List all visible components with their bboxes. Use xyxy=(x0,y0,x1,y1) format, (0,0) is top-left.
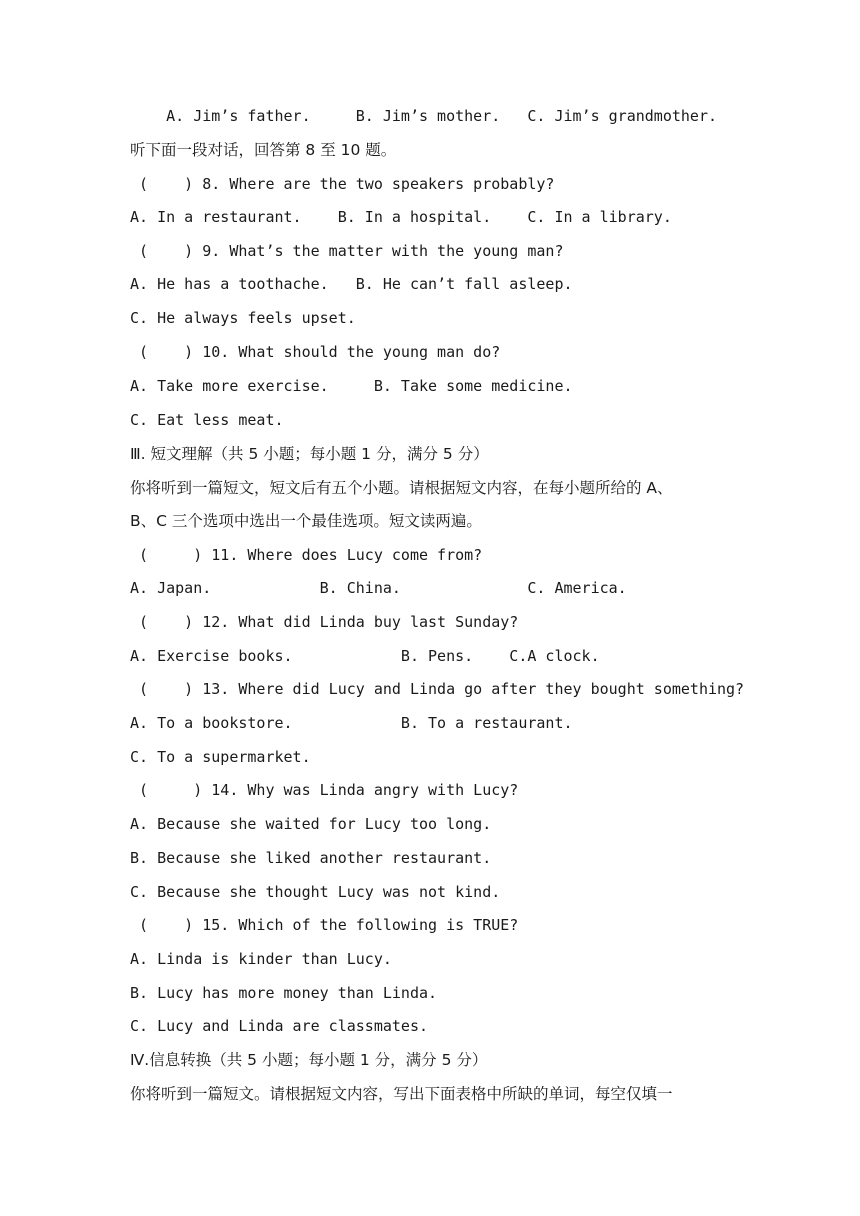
question-8: ( ) 8. Where are the two speakers probably? xyxy=(130,175,555,193)
q9-option-c: C. He always feels upset. xyxy=(130,309,356,327)
q15-option-c: C. Lucy and Linda are classmates. xyxy=(130,1017,429,1035)
q14-option-b: B. Because she liked another restaurant. xyxy=(130,849,492,867)
q8-options: A. In a restaurant. B. In a hospital. C. In a library. xyxy=(130,208,672,226)
q10-option-c: C. Eat less meat. xyxy=(130,411,284,429)
section-3-heading: Ⅲ. 短文理解（共 5 小题；每小题 1 分，满分 5 分） xyxy=(130,445,489,463)
dialogue-instruction: 听下面一段对话，回答第 8 至 10 题。 xyxy=(130,141,397,159)
q13-options-ab: A. To a bookstore. B. To a restaurant. xyxy=(130,714,573,732)
q13-option-c: C. To a supermarket. xyxy=(130,748,311,766)
section-4-instruction: 你将听到一篇短文。请根据短文内容，写出下面表格中所缺的单词，每空仅填一 xyxy=(130,1085,673,1103)
question-12: ( ) 12. What did Linda buy last Sunday? xyxy=(130,613,519,631)
q10-options-ab: A. Take more exercise. B. Take some medicine. xyxy=(130,377,573,395)
q9-options-ab: A. He has a toothache. B. He can’t fall asleep. xyxy=(130,275,573,293)
question-10: ( ) 10. What should the young man do? xyxy=(130,343,501,361)
section-4-heading: Ⅳ.信息转换（共 5 小题；每小题 1 分，满分 5 分） xyxy=(130,1051,488,1069)
q14-option-a: A. Because she waited for Lucy too long. xyxy=(130,815,492,833)
q15-option-b: B. Lucy has more money than Linda. xyxy=(130,984,438,1002)
question-15: ( ) 15. Which of the following is TRUE? xyxy=(130,916,519,934)
question-13: ( ) 13. Where did Lucy and Linda go after they bought something? xyxy=(130,680,745,698)
section-3-instruction-2: B、C 三个选项中选出一个最佳选项。短文读两遍。 xyxy=(130,512,482,530)
q15-option-a: A. Linda is kinder than Lucy. xyxy=(130,950,392,968)
question-11: ( ) 11. Where does Lucy come from? xyxy=(130,546,483,564)
q7-options: A. Jim’s father. B. Jim’s mother. C. Jim’s grandmother. xyxy=(130,107,717,125)
q12-options: A. Exercise books. B. Pens. C.A clock. xyxy=(130,647,600,665)
section-3-instruction-1: 你将听到一篇短文，短文后有五个小题。请根据短文内容，在每小题所给的 A、 xyxy=(130,479,673,497)
q14-option-c: C. Because she thought Lucy was not kind. xyxy=(130,883,501,901)
question-9: ( ) 9. What’s the matter with the young man? xyxy=(130,242,564,260)
question-14: ( ) 14. Why was Linda angry with Lucy? xyxy=(130,781,519,799)
q11-options: A. Japan. B. China. C. America. xyxy=(130,579,627,597)
